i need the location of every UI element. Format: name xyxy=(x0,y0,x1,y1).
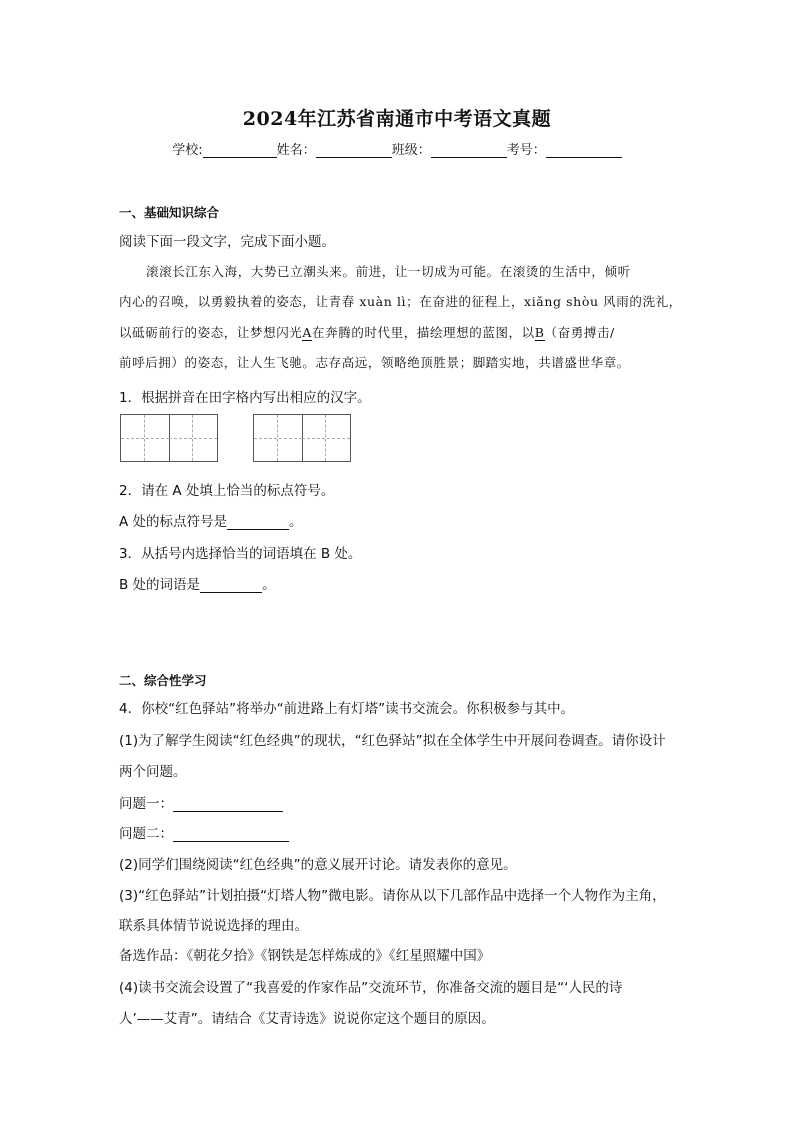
page-title: 2024年江苏省南通市中考语文真题 xyxy=(242,108,552,130)
passage-line-2: 内心的召唤，以勇毅执着的姿态，让青春 xuàn lì；在奋进的征程上，xiǎng shòu 风雨的洗礼， xyxy=(119,294,682,309)
section-instruction: 阅读下面一段文字，完成下面小题。 xyxy=(119,234,335,250)
question-1: 1．根据拼音在田字格内写出相应的汉字。 xyxy=(119,390,371,406)
optional-works: 备选作品：《朝花夕拾》《钢铁是怎样炼成的》《红星照耀中国》 xyxy=(119,948,491,964)
blank-a: A xyxy=(302,325,313,340)
school-blank[interactable] xyxy=(203,143,277,158)
student-info-line xyxy=(0,139,794,158)
grid-cell[interactable] xyxy=(254,415,302,461)
question-one-blank[interactable] xyxy=(173,797,283,812)
q2-period: 。 xyxy=(289,514,303,530)
part-2: (2)同学们围绕阅读“红色经典”的意义展开讨论。请发表你的意见。 xyxy=(119,857,517,873)
name-label: 姓名： xyxy=(276,143,316,158)
part-3-line-1: (3)“红色驿站”计划拍摄“灯塔人物”微电影。请你从以下几部作品中选择一个人物作为主角， xyxy=(119,888,666,904)
exam-no-blank[interactable] xyxy=(546,143,622,158)
question-2: 2．请在 A 处填上恰当的标点符号。 xyxy=(119,483,335,499)
part-3-line-2: 联系具体情节说说选择的理由。 xyxy=(119,918,308,934)
name-blank[interactable] xyxy=(316,143,392,158)
passage-line-1: 滚滚长江东入海，大势已立潮头来。前进，让一切成为可能。在滚烫的生活中，倾听 xyxy=(146,264,631,279)
grid-cell[interactable] xyxy=(121,415,169,461)
question-one-label: 问题一： xyxy=(119,796,173,812)
q3-period: 。 xyxy=(262,577,276,593)
part-4-line-1: (4)读书交流会设置了“我喜爱的作家作品”交流环节，你准备交流的题目是“‘人民的诗 xyxy=(119,980,623,996)
question-two-blank[interactable] xyxy=(173,827,289,842)
part-1-line-1: (1)为了解学生阅读“红色经典”的现状，“红色驿站”拟在全体学生中开展问卷调查。请你设计 xyxy=(119,733,666,749)
passage-line-3a: 以砥砺前行的姿态，让梦想闪光 xyxy=(119,325,303,340)
question-2-answer-line xyxy=(119,510,303,530)
question-two-line xyxy=(119,822,289,842)
grid-cell[interactable] xyxy=(302,415,350,461)
passage-line-3 xyxy=(119,323,615,341)
question-3: 3．从括号内选择恰当的词语填在 B 处。 xyxy=(119,546,362,562)
passage-line-4: 前呼后拥）的姿态，让人生飞驰。志存高远，领略绝顶胜景；脚踏实地，共谱盛世华章。 xyxy=(119,355,630,370)
grid-cell[interactable] xyxy=(169,415,217,461)
q2-answer-blank[interactable] xyxy=(227,515,289,530)
exam-no-label: 考号： xyxy=(506,143,546,158)
passage-line-3b: 在奔腾的时代里，描绘理想的蓝图，以 xyxy=(312,325,535,340)
question-one-line xyxy=(119,792,283,812)
question-two-label: 问题二： xyxy=(119,826,173,842)
tianzige-grid-1[interactable] xyxy=(120,414,218,462)
class-label: 班级： xyxy=(391,143,431,158)
school-label: 学校: xyxy=(172,143,203,158)
blank-b: B xyxy=(534,325,545,340)
q3-answer-blank[interactable] xyxy=(200,578,262,593)
q2-answer-label: A 处的标点符号是 xyxy=(119,514,228,530)
tianzige-grid-2[interactable] xyxy=(253,414,351,462)
part-4-line-2: 人’——艾青”。请结合《艾青诗选》说说你定这个题目的原因。 xyxy=(119,1011,495,1027)
part-1-line-2: 两个问题。 xyxy=(119,764,187,780)
question-3-answer-line xyxy=(119,573,276,593)
passage-line-3c: （奋勇搏击/ xyxy=(544,325,615,340)
class-blank[interactable] xyxy=(431,143,507,158)
q3-answer-label: B 处的词语是 xyxy=(119,577,201,593)
section-heading-2: 二、综合性学习 xyxy=(119,673,207,688)
question-4: 4．你校“红色驿站”将举办“前进路上有灯塔”读书交流会。你积极参与其中。 xyxy=(119,701,575,717)
section-heading-1: 一、基础知识综合 xyxy=(119,205,220,220)
